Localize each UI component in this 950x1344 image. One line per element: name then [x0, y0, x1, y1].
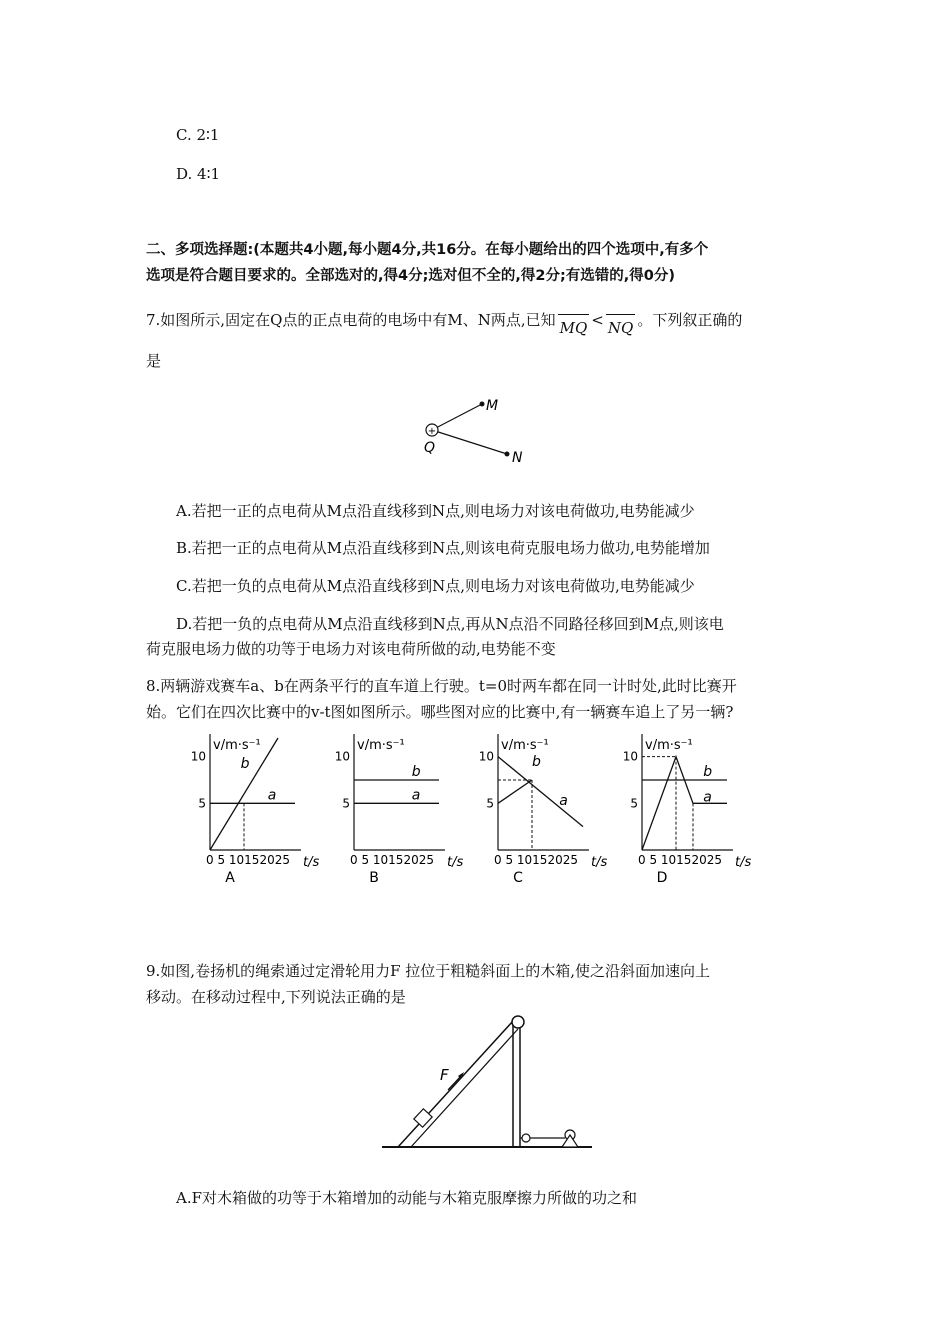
- q9-stem-line1: 9.如图,卷扬机的绳索通过定滑轮用力F 拉位于粗糙斜面上的木箱,使之沿斜面加速向上: [146, 962, 711, 980]
- q9-pulley: [512, 1016, 524, 1028]
- q8-ytick: 5: [486, 796, 494, 811]
- q8-label-a: a: [703, 789, 712, 806]
- q8-chart-B: [335, 734, 464, 886]
- q7-label-m: M: [486, 398, 499, 414]
- q9-force-label: F: [440, 1066, 449, 1084]
- q7-line-qn: [432, 430, 507, 454]
- q8-chart-A: [191, 734, 320, 886]
- q8-series-b: [498, 780, 532, 803]
- q9-winch-base: [562, 1135, 578, 1147]
- q7-option-d-line1: D.若把一负的点电荷从M点沿直线移到N点,再从N点沿不同路径移回到M点,则该电: [176, 615, 724, 633]
- q8-label-b: b: [703, 764, 713, 780]
- q8-vt-charts: [180, 732, 780, 892]
- q9-rope: [411, 1029, 518, 1147]
- q8-stem-line1: 8.两辆游戏赛车a、b在两条平行的直车道上行驶。t=0时两车都在同一计时处,此时比赛开: [146, 677, 737, 695]
- q8-chart-C: [479, 734, 608, 886]
- q7-figure: [410, 390, 540, 470]
- section2-heading-line1: 二、多项选择题:(本题共4小题,每小题4分,共16分。在每小题给出的四个选项中,有多个: [146, 242, 709, 258]
- q7-line-qm: [432, 404, 482, 430]
- q7-stem-line2: 是: [146, 352, 162, 370]
- q7-option-c: C.若把一负的点电荷从M点沿直线移到N点,则电场力对该电荷做功,电势能减少: [176, 577, 695, 595]
- q6-option-d: D. 4∶1: [176, 165, 221, 183]
- q7-stem-part2: 。下列叙正确的: [637, 311, 743, 329]
- q7-option-d-line2: 荷克服电场力做的功等于电场力对该电荷所做的动,电势能不变: [146, 640, 556, 658]
- q8-xticks: 0 5 10152025: [638, 853, 722, 867]
- q8-panel-label: A: [225, 870, 235, 886]
- q8-ylabel: v/m·s⁻¹: [213, 738, 261, 753]
- q8-xticks: 0 5 10152025: [494, 853, 578, 867]
- q8-ytick: 5: [342, 796, 350, 811]
- q7-fraction-mq: MQ: [558, 314, 590, 337]
- q8-label-a: a: [559, 793, 568, 810]
- q9-figure: [380, 1010, 610, 1160]
- q8-ytick: 5: [630, 796, 638, 811]
- q9-incline-surface: [398, 1021, 513, 1147]
- q8-ytick: 10: [622, 749, 638, 764]
- section2-heading-line2: 选项是符合题目要求的。全部选对的,得4分;选对但不全的,得2分;有选错的,得0分): [146, 268, 676, 284]
- q7-stem: [146, 306, 743, 337]
- q7-point-n: [505, 452, 510, 457]
- q6-option-c: C. 2∶1: [176, 126, 220, 144]
- q8-ytick: 5: [198, 796, 206, 811]
- q9-winch-drum-small: [522, 1134, 530, 1142]
- q8-label-a: a: [267, 787, 277, 804]
- q7-less-than: <: [591, 311, 604, 329]
- q8-label-b: b: [411, 764, 421, 780]
- q9-stem-line2: 移动。在移动过程中,下列说法正确的是: [146, 988, 406, 1006]
- q8-series-a: [642, 757, 727, 850]
- q7-label-n: N: [512, 450, 523, 466]
- q8-ylabel: v/m·s⁻¹: [501, 738, 549, 753]
- q8-xlabel: t/s: [735, 855, 752, 870]
- q8-panel-label: D: [656, 870, 668, 886]
- q8-ytick: 10: [190, 749, 206, 764]
- q8-ytick: 10: [478, 749, 494, 764]
- q8-label-b: b: [532, 754, 541, 770]
- q8-chart-D: [623, 734, 752, 886]
- q8-panel-label: C: [513, 870, 523, 886]
- q7-option-b: B.若把一正的点电荷从M点沿直线移到N点,则该电荷克服电场力做功,电势能增加: [176, 539, 710, 557]
- q7-label-q: Q: [424, 440, 436, 456]
- q7-stem-part1: 7.如图所示,固定在Q点的正点电荷的电场中有M、N两点,已知: [146, 311, 556, 329]
- q8-ytick: 10: [334, 749, 350, 764]
- q7-fraction-nq: NQ: [606, 314, 635, 337]
- q8-xlabel: t/s: [591, 855, 608, 870]
- q8-label-b: b: [240, 755, 250, 772]
- q8-xlabel: t/s: [447, 855, 464, 870]
- q7-charge-sign: +: [427, 426, 437, 437]
- q8-xlabel: t/s: [303, 855, 320, 870]
- q8-label-a: a: [411, 787, 421, 804]
- q8-ylabel: v/m·s⁻¹: [645, 738, 693, 753]
- q8-xticks: 0 5 10152025: [350, 853, 434, 867]
- q8-panel-label: B: [369, 870, 379, 886]
- q9-option-a: A.F对木箱做的功等于木箱增加的动能与木箱克服摩擦力所做的功之和: [176, 1189, 638, 1207]
- q8-xticks: 0 5 10152025: [206, 853, 290, 867]
- q7-point-m: [480, 402, 485, 407]
- q7-option-a: A.若把一正的点电荷从M点沿直线移到N点,则电场力对该电荷做功,电势能减少: [176, 502, 695, 520]
- q8-ylabel: v/m·s⁻¹: [357, 738, 405, 753]
- q8-stem-line2: 始。它们在四次比赛中的v-t图如图所示。哪些图对应的比赛中,有一辆赛车追上了另一辆?: [146, 703, 734, 721]
